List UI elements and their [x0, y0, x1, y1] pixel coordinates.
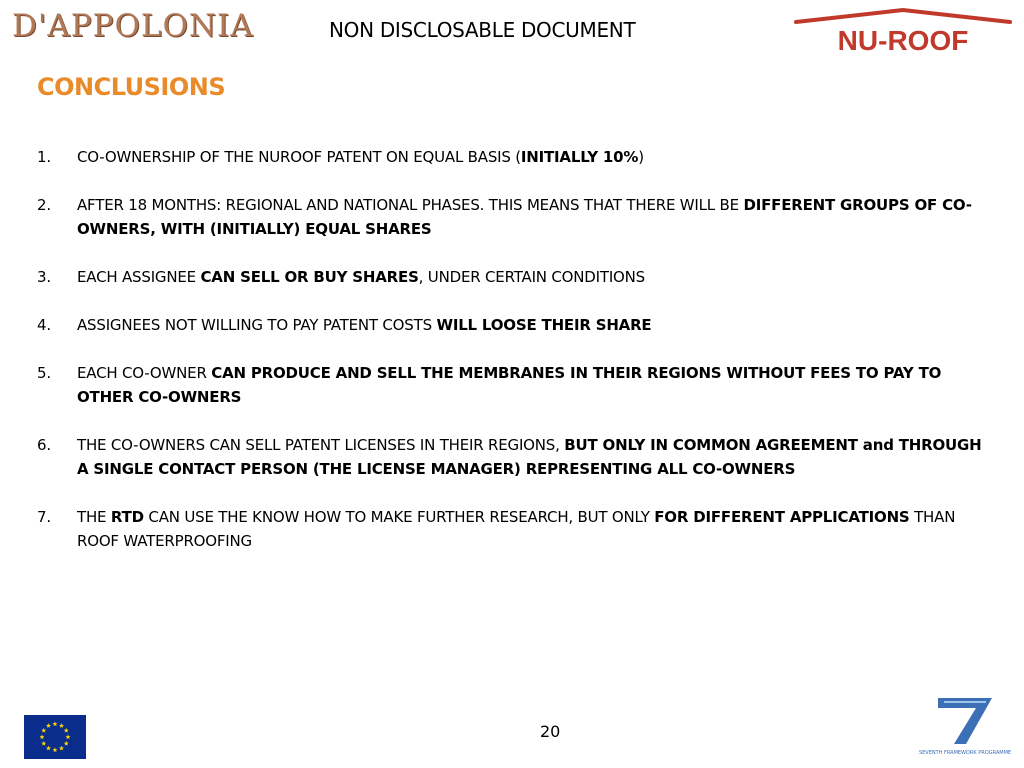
conclusion-item: [37, 193, 997, 241]
nuroof-logo: [790, 8, 1016, 54]
conclusion-item: [37, 145, 997, 169]
item-number: 2.: [37, 196, 51, 214]
item-text-bold: FOR DIFFERENT APPLICATIONS: [654, 508, 910, 526]
item-text-bold: WILL LOOSE THEIR SHARE: [436, 316, 652, 334]
item-number: 1.: [37, 148, 51, 166]
item-text: CO-OWNERSHIP OF THE NUROOF PATENT ON EQUAL BASIS (: [77, 148, 521, 166]
conclusion-item: [37, 265, 997, 289]
item-number: 4.: [37, 316, 51, 334]
item-number: 6.: [37, 436, 51, 454]
conclusion-item: [37, 361, 997, 409]
item-text: ASSIGNEES NOT WILLING TO PAY PATENT COSTS: [77, 316, 437, 334]
item-text: EACH ASSIGNEE: [77, 268, 201, 286]
conclusion-item: [37, 313, 997, 337]
item-number: 3.: [37, 268, 51, 286]
item-text: THAN ROOF WATERPROOFING: [77, 508, 956, 550]
eu-flag-icon: [24, 715, 86, 759]
item-text-bold: CAN SELL OR BUY SHARES: [200, 268, 419, 286]
item-text: EACH CO-OWNER: [77, 364, 212, 382]
item-text: , UNDER CERTAIN CONDITIONS: [418, 268, 645, 286]
item-text-bold: RTD: [110, 508, 144, 526]
slide-title: CONCLUSIONS: [37, 73, 226, 101]
dappolonia-logo: D'APPOLONIA: [12, 8, 254, 44]
item-number: 7.: [37, 508, 51, 526]
item-text-bold: DIFFERENT GROUPS OF CO-OWNERS, WITH (INITIALLY) EQUAL SHARES: [77, 196, 972, 238]
page-number: 20: [540, 722, 561, 741]
item-text: THE: [77, 508, 111, 526]
fp7-logo: [918, 692, 1012, 762]
item-text: THE CO-OWNERS CAN SELL PATENT LICENSES IN THEIR REGIONS,: [77, 436, 565, 454]
item-text: ): [638, 148, 644, 166]
conclusion-item: [37, 433, 997, 481]
fp7-logo-text: SEVENTH FRAMEWORK PROGRAMME: [918, 750, 1012, 756]
item-text: AFTER 18 MONTHS: REGIONAL AND NATIONAL PHASES. THIS MEANS THAT THERE WILL BE: [77, 196, 744, 214]
conclusion-item: [37, 505, 997, 553]
conclusions-list: [37, 145, 997, 577]
nuroof-logo-text: NU-ROOF: [837, 25, 969, 56]
slide-header: [0, 0, 1024, 60]
item-text: CAN USE THE KNOW HOW TO MAKE FURTHER RESEARCH, BUT ONLY: [143, 508, 655, 526]
confidentiality-label: NON DISCLOSABLE DOCUMENT: [329, 18, 636, 42]
item-number: 5.: [37, 364, 51, 382]
item-text-bold: CAN PRODUCE AND SELL THE MEMBRANES IN THEIR REGIONS WITHOUT FEES TO PAY TO OTHER CO-OWNERS: [77, 364, 942, 406]
item-text-bold: INITIALLY 10%: [520, 148, 639, 166]
item-text-bold: BUT ONLY IN COMMON AGREEMENT and THROUGH A SINGLE CONTACT PERSON (THE LICENSE MANAGER) REPRESENTING ALL CO-OWNERS: [77, 436, 982, 478]
